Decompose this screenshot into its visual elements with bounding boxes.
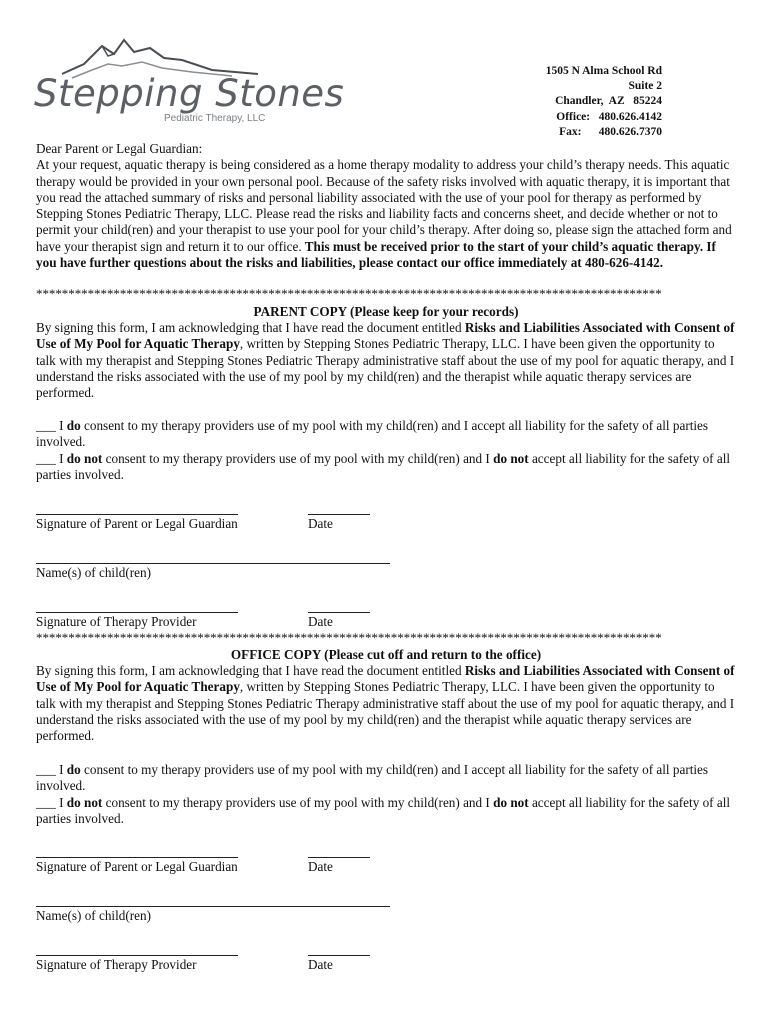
office-children-label: Name(s) of child(ren)	[36, 908, 151, 923]
logo-subtitle: Pediatric Therapy, LLC	[164, 113, 266, 124]
office-children-line[interactable]	[36, 906, 390, 907]
consent-word: do	[66, 418, 81, 433]
parent-signature-line[interactable]	[36, 514, 238, 515]
noconsent-mid: consent to my therapy providers use of my pool with my child(ren) and I	[102, 795, 494, 810]
address-city: Chandler, AZ 85224	[555, 95, 662, 108]
office-consent-option[interactable]	[36, 762, 736, 795]
parent-children-line[interactable]	[36, 563, 390, 564]
parent-provider-signature-label: Signature of Therapy Provider	[36, 614, 197, 629]
consent-text: consent to my therapy providers use of my pool with my child(ren) and I accept all liability for the safety of all parties involved.	[36, 418, 709, 450]
divider-top: *************************************************************************************************	[36, 287, 662, 300]
office-signature-line[interactable]	[36, 857, 238, 858]
office-signature-label: Signature of Parent or Legal Guardian	[36, 859, 238, 874]
parent-date-label: Date	[308, 516, 333, 531]
parent-provider-date-line[interactable]	[308, 612, 370, 613]
office-acknowledgement	[36, 663, 736, 744]
noconsent-blank[interactable]: ___ I	[36, 451, 67, 466]
address-fax: Fax: 480.626.7370	[559, 125, 662, 138]
address-street: 1505 N Alma School Rd	[545, 65, 662, 77]
office-noconsent-option[interactable]	[36, 795, 736, 828]
noconsent-blank[interactable]: ___ I	[36, 795, 67, 810]
noconsent-word: do not	[66, 795, 103, 810]
parent-copy-heading: PARENT COPY (Please keep for your records)	[253, 304, 519, 319]
office-provider-date-label: Date	[308, 957, 333, 972]
office-provider-date-line[interactable]	[308, 955, 370, 956]
intro-paragraph	[36, 157, 736, 271]
noconsent-end: accept all liability for the safety of all parties involved.	[36, 451, 731, 483]
noconsent-mid: consent to my therapy providers use of my pool with my child(ren) and I	[102, 451, 494, 466]
address-office-phone: Office: 480.626.4142	[556, 110, 662, 123]
office-ack-title: Risks and Liabilities Associated with Consent of Use of My Pool for Aquatic Therapy	[36, 663, 735, 695]
consent-blank[interactable]: ___ I	[36, 762, 67, 777]
parent-date-line[interactable]	[308, 514, 370, 515]
office-provider-signature-line[interactable]	[36, 955, 238, 956]
office-ack-start: By signing this form, I am acknowledging that I have read the document entitled	[36, 663, 465, 678]
office-date-line[interactable]	[308, 857, 370, 858]
parent-ack-start: By signing this form, I am acknowledging that I have read the document entitled	[36, 320, 465, 335]
company-address	[546, 64, 662, 140]
parent-acknowledgement	[36, 320, 736, 401]
intro-body: At your request, aquatic therapy is being considered as a home therapy modality to address your child’s therapy needs. This aquatic therapy would be provided in your own personal pool. Because of the safety risks involved with aquatic therapy, it is important that you read the attached summary of risks and personal liability associated with the use of your pool for therapy as performed by Stepping Stones Pediatric Therapy, LLC. Please read the risks and liability facts and concerns sheet, and decide whether or not to permit your child(ren) and your therapist to use your pool for your child’s therapy. After doing so, please sign the attached form and have your therapist sign and return it to our office.	[36, 157, 732, 254]
parent-children-label: Name(s) of child(ren)	[36, 565, 151, 580]
parent-signature-label: Signature of Parent or Legal Guardian	[36, 516, 238, 531]
parent-provider-date-label: Date	[308, 614, 333, 629]
parent-provider-signature-line[interactable]	[36, 612, 238, 613]
divider-cut: *************************************************************************************************	[36, 631, 662, 644]
address-suite: Suite 2	[628, 80, 662, 93]
office-provider-signature-label: Signature of Therapy Provider	[36, 957, 197, 972]
parent-consent-option[interactable]	[36, 418, 736, 451]
noconsent-end: accept all liability for the safety of all parties involved.	[36, 795, 731, 827]
parent-ack-title: Risks and Liabilities Associated with Consent of Use of My Pool for Aquatic Therapy	[36, 320, 735, 352]
company-logo	[34, 34, 345, 130]
noconsent-word2: do not	[493, 795, 529, 810]
logo-brand-text: Stepping Stones	[34, 72, 345, 115]
noconsent-word: do not	[66, 451, 103, 466]
consent-word: do	[66, 762, 81, 777]
intro-body-bold: This must be received prior to the start of your child’s aquatic therapy. If you have further questions about the risks and liabilities, please contact our office immediately at 480-626-4142.	[36, 238, 716, 271]
noconsent-word2: do not	[493, 451, 529, 466]
consent-blank[interactable]: ___ I	[36, 418, 67, 433]
office-ack-end: , written by Stepping Stones Pediatric Therapy, LLC. I have been given the opportunity to talk with my therapist and Stepping Stones Pediatric Therapy administrative staff about the use of my pool for aquatic therapy, and I understand the risks associated with the use of my pool by my child(ren) and the therapist while aquatic therapy services are performed.	[36, 679, 735, 744]
salutation: Dear Parent or Legal Guardian:	[36, 141, 203, 156]
office-copy-heading: OFFICE COPY (Please cut off and return to the office)	[230, 647, 542, 662]
parent-noconsent-option[interactable]	[36, 451, 736, 484]
parent-ack-end: , written by Stepping Stones Pediatric Therapy, LLC. I have been given the opportunity to talk with my therapist and Stepping Stones Pediatric Therapy administrative staff about the use of my pool for aquatic therapy, and I understand the risks associated with the use of my pool by my child(ren) and the therapist while aquatic therapy services are performed.	[36, 336, 735, 401]
office-date-label: Date	[308, 859, 333, 874]
intro-letter	[36, 141, 736, 271]
consent-text: consent to my therapy providers use of my pool with my child(ren) and I accept all liability for the safety of all parties involved.	[36, 762, 709, 794]
